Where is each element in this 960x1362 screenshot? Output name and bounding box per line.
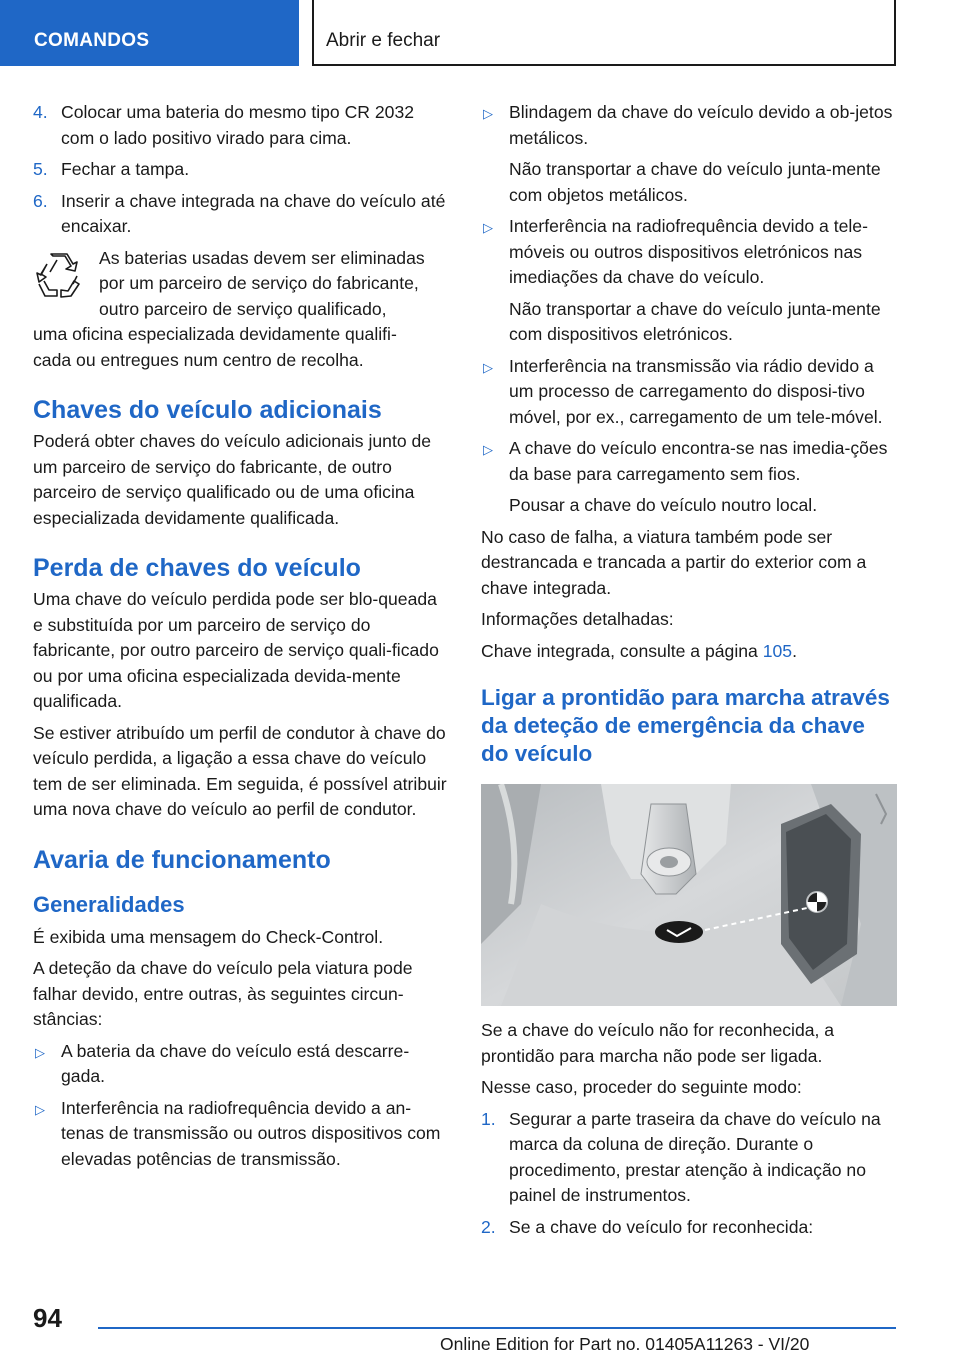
page-reference: Chave integrada, consulte a página 105. <box>481 640 797 661</box>
triangle-bullet-icon: ▷ <box>483 106 493 121</box>
bullet-item: ▷ Blindagem da chave do veículo devido a ob-jetos metálicos. <box>483 102 893 148</box>
step-item: 6. Inserir a chave integrada na chave do veículo até encaixar. <box>33 190 446 236</box>
triangle-bullet-icon: ▷ <box>483 359 493 375</box>
step-item: 1. Segurar a parte traseira da chave do veículo na marca da coluna de direção. Durante o procedimento, prestar atenção à indicação no painel de instrumentos. <box>481 1108 881 1205</box>
bullet-item: ▷ A bateria da chave do veículo está descarre-gada. <box>35 1040 410 1086</box>
footer-divider <box>98 1327 896 1329</box>
heading-lost-keys: Perda de chaves do veículo <box>33 554 361 582</box>
left-column <box>33 100 447 1178</box>
paragraph: Uma chave do veículo perdida pode ser blo-queada e substituída por um parceiro de serviço do fabricante, por outro parceiro de serviço quali-ficado ou por uma oficina especializada devida-mente qualificada. <box>33 589 439 711</box>
triangle-bullet-icon: ▷ <box>483 220 493 235</box>
recycle-icon <box>33 250 85 302</box>
bullet-item: ▷ A chave do veículo encontra-se nas imedia-ções da base para carregamento sem fios. <box>483 438 888 484</box>
paragraph: Informações detalhadas: <box>481 609 674 629</box>
chapter-title: Abrir e fechar <box>326 30 441 51</box>
page-link[interactable]: 105 <box>762 640 793 661</box>
triangle-bullet-icon: ▷ <box>483 442 493 457</box>
subheading-general: Generalidades <box>33 891 185 917</box>
paragraph: Se a chave do veículo não for reconhecida, a prontidão para marcha não pode ser ligada. <box>481 1020 835 1066</box>
heading-additional-keys: Chaves do veículo adicionais <box>33 396 382 424</box>
heading-malfunction: Avaria de funcionamento <box>33 845 331 874</box>
right-column <box>481 100 897 1246</box>
heading-emergency-detection: Ligar a prontidão para marcha através da deteção de emergência da chave do veículo <box>481 685 890 766</box>
triangle-bullet-icon: ▷ <box>35 1044 45 1060</box>
step-item: 5. Fechar a tampa. <box>33 159 190 179</box>
chapter-tab <box>312 0 896 66</box>
paragraph: Se estiver atribuído um perfil de condutor à chave do veículo perdida, a ligação a essa chave do veículo tem de ser eliminada. Em seguida, é possível atribuir uma nova chave do veículo ao perfil de condutor. <box>33 722 447 819</box>
bullet-subtext: Não transportar a chave do veículo junta-mente com objetos metálicos. <box>509 159 881 205</box>
bullet-subtext: Pousar a chave do veículo noutro local. <box>509 495 818 515</box>
paragraph: No caso de falha, a viatura também pode ser destrancada e trancada a partir do exterior com a chave integrada. <box>481 526 867 598</box>
step-item: 4. Colocar uma bateria do mesmo tipo CR 2032 com o lado positivo virado para cima. <box>33 102 415 148</box>
bullet-subtext: Não transportar a chave do veículo junta-mente com dispositivos eletrónicos. <box>509 298 881 344</box>
bullet-item: ▷ Interferência na transmissão via rádio devido a um processo de carregamento do disposi-tivo móvel, por ex., carregamento de um tele-móvel. <box>483 355 883 427</box>
section-title: COMANDOS <box>34 30 150 51</box>
paragraph: É exibida uma mensagem do Check-Control. <box>33 926 384 947</box>
paragraph: A deteção da chave do veículo pela viatura pode falhar devido, entre outras, às seguintes circun-stâncias: <box>33 958 413 1029</box>
steering-column-illustration <box>481 784 897 1006</box>
step-item: 2. Se a chave do veículo for reconhecida: <box>481 1216 814 1237</box>
paragraph: Poderá obter chaves do veículo adicionais junto de um parceiro de serviço do fabricante, de outro parceiro de serviço qualificado ou de uma oficina especializada devidamente qualificada. <box>33 431 432 528</box>
bullet-item: ▷ Interferência na radiofrequência devido a an-tenas de transmissão ou outros dispositivos com elevadas potências de transmissão. <box>35 1097 441 1169</box>
section-tab <box>0 0 299 66</box>
page-number: 94 <box>33 1303 62 1333</box>
triangle-bullet-icon: ▷ <box>35 1101 45 1117</box>
edition-note: Online Edition for Part no. 01405A11263 - VI/20 <box>440 1334 810 1354</box>
bullet-item: ▷ Interferência na radiofrequência devido a tele-móveis ou outros dispositivos eletrónicos nas imediações da chave do veículo. <box>483 216 868 287</box>
recycling-note: As baterias usadas devem ser eliminadas por um parceiro de serviço do fabricante, outro parceiro de serviço qualificado, uma oficina especializada devidamente qualifi- cada ou entregues num centro de recolha. <box>33 247 425 370</box>
paragraph: Nesse caso, proceder do seguinte modo: <box>481 1077 802 1097</box>
